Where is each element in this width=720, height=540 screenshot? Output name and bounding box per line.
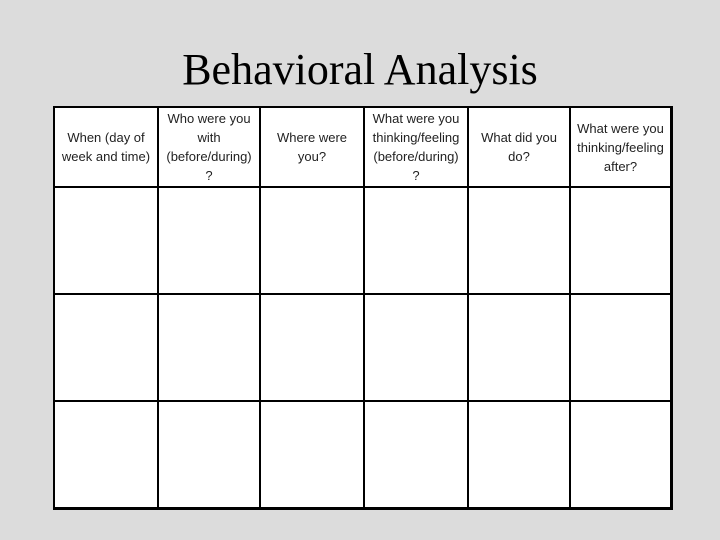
table-cell[interactable] <box>158 187 260 294</box>
behavioral-analysis-table <box>53 106 672 509</box>
table-row <box>54 401 671 508</box>
header-cell-thinking-before <box>364 107 468 187</box>
header-label-when: When (day of week and time) <box>61 130 151 164</box>
header-cell-action <box>468 107 570 187</box>
header-label-action: What did you do? <box>481 130 557 164</box>
table-cell[interactable] <box>364 294 468 401</box>
behavioral-analysis-table-frame <box>53 106 673 510</box>
table-cell[interactable] <box>570 187 671 294</box>
page-title: Behavioral Analysis <box>182 45 538 94</box>
table-cell[interactable] <box>570 294 671 401</box>
table-cell[interactable] <box>54 401 158 508</box>
table-cell[interactable] <box>364 401 468 508</box>
table-cell[interactable] <box>158 401 260 508</box>
table-cell[interactable] <box>158 294 260 401</box>
table-header-row <box>54 107 671 187</box>
table-row <box>54 294 671 401</box>
header-cell-where <box>260 107 364 187</box>
header-cell-thinking-after <box>570 107 671 187</box>
table-cell[interactable] <box>468 294 570 401</box>
table-cell[interactable] <box>570 401 671 508</box>
table-cell[interactable] <box>468 401 570 508</box>
table-cell[interactable] <box>364 187 468 294</box>
header-cell-who <box>158 107 260 187</box>
table-cell[interactable] <box>54 294 158 401</box>
header-label-where: Where were you? <box>276 130 348 164</box>
header-cell-when <box>54 107 158 187</box>
table-cell[interactable] <box>260 294 364 401</box>
header-label-thinking-before: What were you thinking/feeling (before/during) ? <box>372 111 460 183</box>
table-cell[interactable] <box>260 187 364 294</box>
header-label-who: Who were you with (before/during) ? <box>166 111 252 183</box>
table-cell[interactable] <box>260 401 364 508</box>
table-cell[interactable] <box>54 187 158 294</box>
table-row <box>54 187 671 294</box>
header-label-thinking-after: What were you thinking/feeling after? <box>577 120 664 174</box>
table-cell[interactable] <box>468 187 570 294</box>
